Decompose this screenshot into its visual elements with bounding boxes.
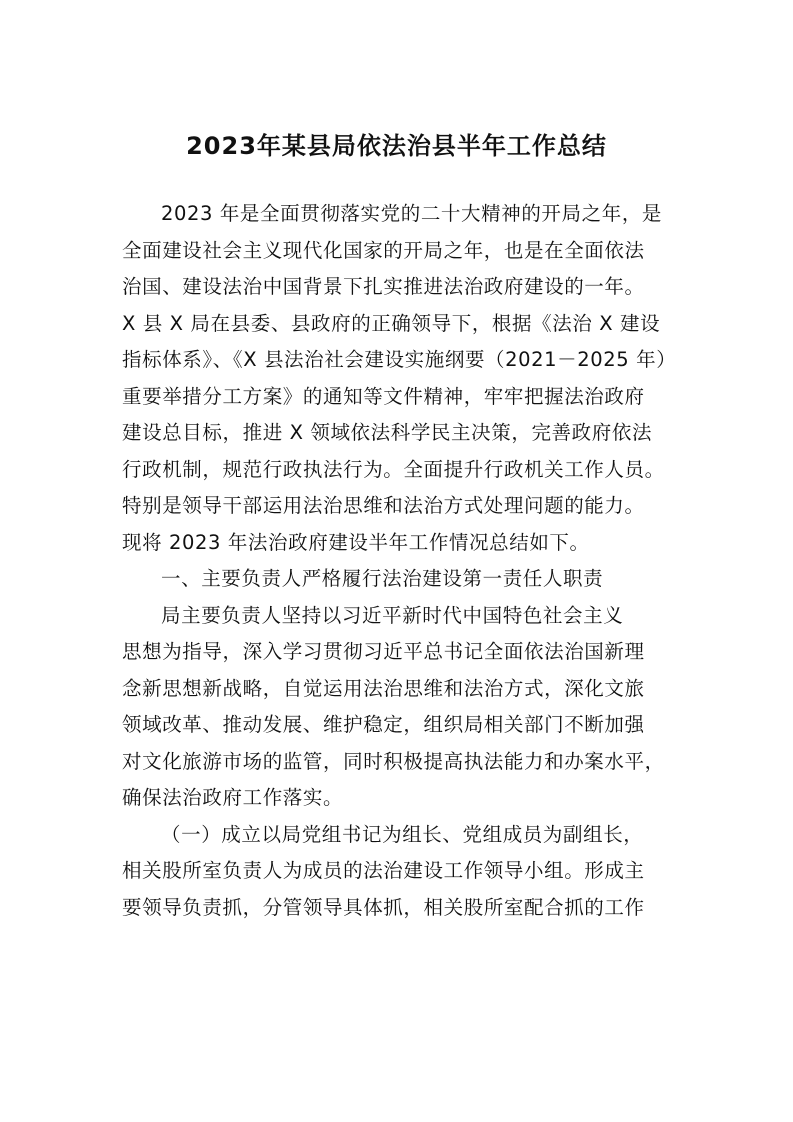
paragraph-line: 对文化旅游市场的监管，同时积极提高执法能力和办案水平， <box>122 749 665 773</box>
document-title: 2023年某县局依法治县半年工作总结 <box>186 132 607 160</box>
paragraph-line: 领域改革、推动发展、维护稳定，组织局相关部门不断加强 <box>122 713 645 736</box>
document-body <box>122 196 682 926</box>
paragraph-line: 指标体系》、《X 县法治社会建设实施纲要（2021－2025 年） <box>122 348 677 371</box>
paragraph-line: 重要举措分工方案》的通知等文件精神，牢牢把握法治政府 <box>122 384 645 408</box>
paragraph-line: X 县 X 局在县委、县政府的正确领导下，根据《法治 X 建设 <box>122 311 661 335</box>
paragraph-line: 治国、建设法治中国背景下扎实推进法治政府建设的一年。 <box>122 275 645 298</box>
paragraph-line: 要领导负责抓，分管领导具体抓，相关股所室配合抓的工作 <box>122 895 645 919</box>
paragraph-line: 特别是领导干部运用法治思维和法治方式处理问题的能力。 <box>122 494 645 517</box>
section-heading: 一、主要负责人严格履行法治建设第一责任人职责 <box>161 567 604 590</box>
paragraph-line: 现将 2023 年法治政府建设半年工作情况总结如下。 <box>122 530 590 554</box>
subsection-line: （一）成立以局党组书记为组长、党组成员为副组长， <box>161 822 644 846</box>
paragraph-line: 相关股所室负责人为成员的法治建设工作领导小组。形成主 <box>122 859 645 882</box>
paragraph-line: 全面建设社会主义现代化国家的开局之年，也是在全面依法 <box>122 238 645 262</box>
paragraph-line: 确保法治政府工作落实。 <box>122 786 344 809</box>
paragraph-line: 行政机制，规范行政执法行为。全面提升行政机关工作人员。 <box>122 457 665 481</box>
paragraph-line: 建设总目标，推进 X 领域依法科学民主决策，完善政府依法 <box>122 421 653 444</box>
paragraph-line: 思想为指导，深入学习贯彻习近平总书记全面依法治国新理 <box>122 640 645 663</box>
paragraph-line: 2023 年是全面贯彻落实党的二十大精神的开局之年，是 <box>161 202 663 225</box>
paragraph-line: 念新思想新战略，自觉运用法治思维和法治方式，深化文旅 <box>122 676 645 700</box>
paragraph-line: 局主要负责人坚持以习近平新时代中国特色社会主义 <box>161 603 624 627</box>
